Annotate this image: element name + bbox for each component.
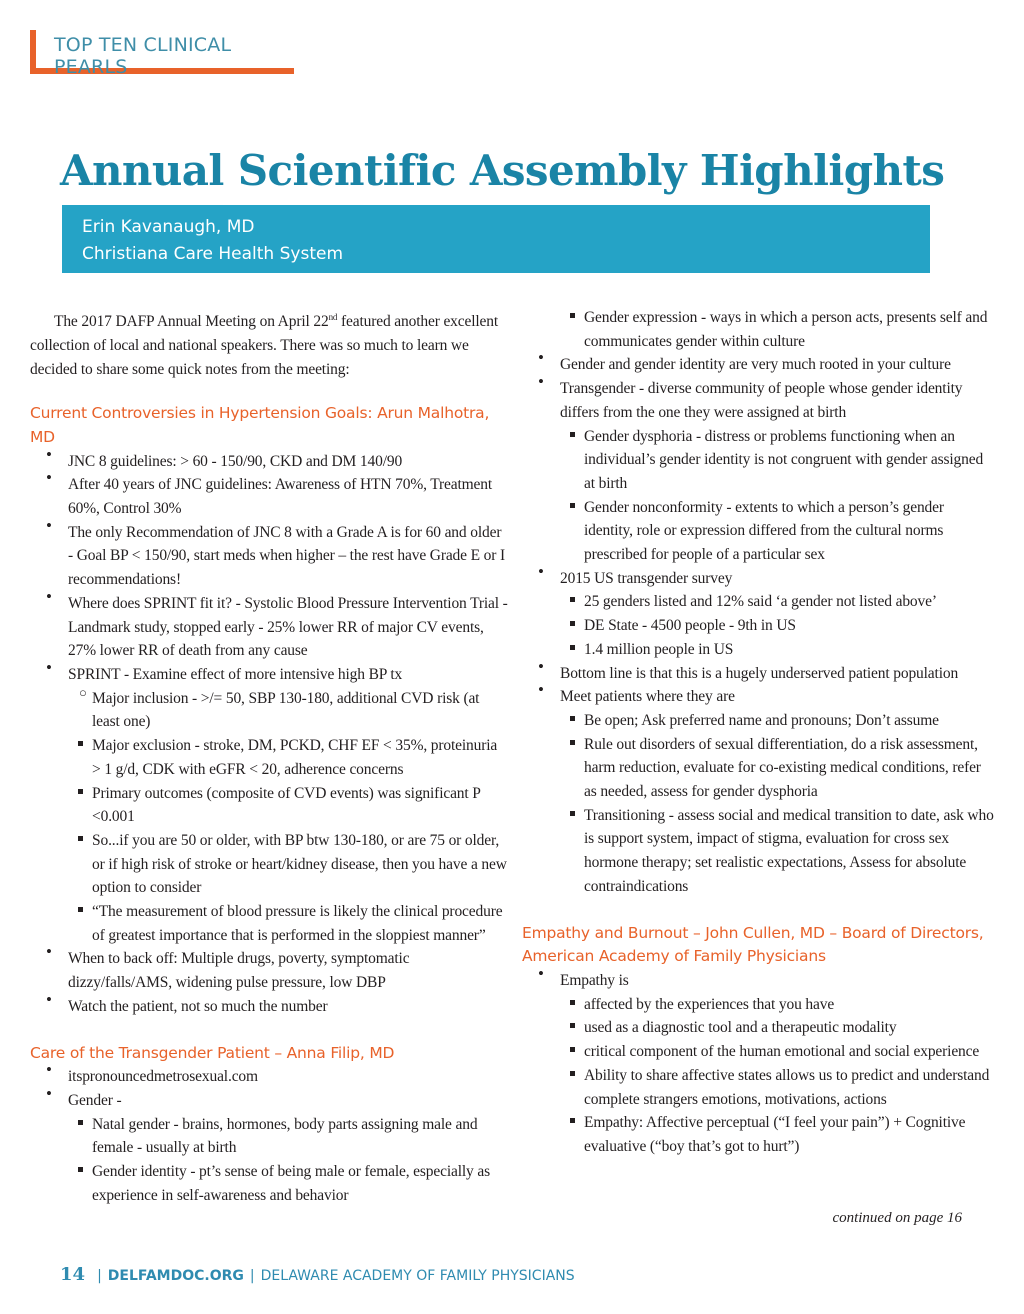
section-tag bbox=[30, 30, 294, 78]
square-bullet-icon bbox=[570, 740, 575, 745]
sub-list-item: So...if you are 50 or older, with BP btw 130-180, or are 75 or older, or if high risk of stroke or heart/kidney disease, then you have a new option to consider bbox=[30, 829, 508, 900]
square-bullet-icon bbox=[78, 1120, 83, 1125]
author-organization: Christiana Care Health System bbox=[82, 244, 344, 264]
circle-bullet-icon: ○ bbox=[79, 684, 87, 700]
author-name: Erin Kavanaugh, MD bbox=[82, 217, 255, 237]
list-item: • Meet patients where they are bbox=[522, 685, 996, 709]
page-footer bbox=[60, 1264, 575, 1285]
hypertension-list bbox=[30, 450, 508, 1019]
sub-list-item: Gender dysphoria - distress or problems functioning when an individual’s gender identity is not congruent with gender assigned at birth bbox=[522, 425, 996, 496]
empathy-heading: Empathy and Burnout – John Cullen, MD – Board of Directors, American Academy of Family Physicians bbox=[522, 923, 984, 966]
square-bullet-icon bbox=[570, 1023, 575, 1028]
transgender-list-part1 bbox=[30, 1065, 508, 1207]
square-bullet-icon bbox=[570, 432, 575, 437]
sub-list-item: DE State - 4500 people - 9th in US bbox=[522, 614, 996, 638]
square-bullet-icon bbox=[570, 621, 575, 626]
list-item: • When to back off: Multiple drugs, poverty, symptomatic dizzy/falls/AMS, widening pulse pressure, low DBP bbox=[30, 947, 508, 994]
sub-list-item: used as a diagnostic tool and a therapeutic modality bbox=[522, 1016, 996, 1040]
list-item: • itspronouncedmetrosexual.com bbox=[30, 1065, 508, 1089]
square-bullet-icon bbox=[570, 1071, 575, 1076]
square-bullet-icon bbox=[78, 907, 83, 912]
author-band bbox=[62, 205, 930, 273]
list-item: • Gender and gender identity are very much rooted in your culture bbox=[522, 353, 996, 377]
footer-organization: DELAWARE ACADEMY OF FAMILY PHYSICIANS bbox=[260, 1268, 575, 1284]
continued-note: continued on page 16 bbox=[832, 1210, 962, 1226]
sub-list-item: 25 genders listed and 12% said ‘a gender not listed above’ bbox=[522, 590, 996, 614]
square-bullet-icon bbox=[570, 811, 575, 816]
sub-list-item: “The measurement of blood pressure is likely the clinical procedure of greatest importance that is performed in the sloppiest manner” bbox=[30, 900, 508, 947]
sub-list-item: 1.4 million people in US bbox=[522, 638, 996, 662]
transgender-list-part2 bbox=[522, 306, 996, 899]
article-title: Annual Scientific Assembly Highlights bbox=[60, 146, 945, 195]
sub-list-item: Transitioning - assess social and medical transition to date, ask who is support system, impact of stigma, evaluation for cross sex hormone therapy; set realistic expectations, Assess for absolute contraindications bbox=[522, 804, 996, 899]
sub-list-item: Empathy: Affective perceptual (“I feel your pain”) + Cognitive evaluative (“boy that’s got to hurt”) bbox=[522, 1111, 996, 1158]
left-column bbox=[30, 306, 508, 1207]
footer-site-link[interactable]: DELFAMDOC.ORG bbox=[107, 1268, 244, 1284]
sub-list-item: Gender nonconformity - extents to which a person’s gender identity, role or expression differed from the cultural norms prescribed for people of a particular sex bbox=[522, 496, 996, 567]
sub-list-item: ○ Major inclusion - >/= 50, SBP 130-180, additional CVD risk (at least one) bbox=[30, 687, 508, 734]
square-bullet-icon bbox=[570, 313, 575, 318]
footer-separator: | bbox=[97, 1268, 102, 1284]
square-bullet-icon bbox=[78, 836, 83, 841]
sub-list-item: Ability to share affective states allows us to predict and understand complete strangers emotions, motivations, actions bbox=[522, 1064, 996, 1111]
square-bullet-icon bbox=[78, 1167, 83, 1172]
square-bullet-icon bbox=[570, 1047, 575, 1052]
square-bullet-icon bbox=[78, 789, 83, 794]
list-item: • SPRINT - Examine effect of more intensive high BP tx bbox=[30, 663, 508, 687]
sub-list-item: affected by the experiences that you have bbox=[522, 993, 996, 1017]
list-item: • Where does SPRINT fit it? - Systolic Blood Pressure Intervention Trial - Landmark study, stopped early - 25% lower RR of major CV events, 27% lower RR of death from any cause bbox=[30, 592, 508, 663]
square-bullet-icon bbox=[78, 741, 83, 746]
list-item: • JNC 8 guidelines: > 60 - 150/90, CKD and DM 140/90 bbox=[30, 450, 508, 474]
list-item: • Gender - bbox=[30, 1089, 508, 1113]
square-bullet-icon bbox=[570, 597, 575, 602]
list-item: • Empathy is bbox=[522, 969, 996, 993]
list-item: • Transgender - diverse community of people whose gender identity differs from the one they were assigned at birth bbox=[522, 377, 996, 424]
square-bullet-icon bbox=[570, 1000, 575, 1005]
empathy-list bbox=[522, 969, 996, 1159]
transgender-heading: Care of the Transgender Patient – Anna Filip, MD bbox=[30, 1043, 395, 1062]
list-item: • 2015 US transgender survey bbox=[522, 567, 996, 591]
sub-list-item: Rule out disorders of sexual differentiation, do a risk assessment, harm reduction, evaluate for co-existing medical conditions, refer as needed, assess for gender dysphoria bbox=[522, 733, 996, 804]
square-bullet-icon bbox=[570, 716, 575, 721]
list-item: • The only Recommendation of JNC 8 with a Grade A is for 60 and older - Goal BP < 150/90, start meds when higher – the rest have Grade E or I recommendations! bbox=[30, 521, 508, 592]
sub-list-item: critical component of the human emotional and social experience bbox=[522, 1040, 996, 1064]
right-column bbox=[522, 306, 996, 1159]
page-number: 14 bbox=[60, 1264, 86, 1285]
square-bullet-icon bbox=[570, 503, 575, 508]
hypertension-heading: Current Controversies in Hypertension Goals: Arun Malhotra, MD bbox=[30, 404, 490, 446]
sub-list-item: Major exclusion - stroke, DM, PCKD, CHF EF < 35%, proteinuria > 1 g/d, CDK with eGFR < 20, adherence concerns bbox=[30, 734, 508, 781]
square-bullet-icon bbox=[570, 1118, 575, 1123]
list-item: • Watch the patient, not so much the number bbox=[30, 995, 508, 1019]
square-bullet-icon bbox=[570, 645, 575, 650]
intro-paragraph: The 2017 DAFP Annual Meeting on April 22nd featured another excellent collection of local and national speakers. There was so much to learn we decided to share some quick notes from the meeting: bbox=[30, 312, 499, 378]
sub-list-item: Gender expression - ways in which a person acts, presents self and communicates gender within culture bbox=[522, 306, 996, 353]
list-item: • Bottom line is that this is a hugely underserved patient population bbox=[522, 662, 996, 686]
sub-list-item: Natal gender - brains, hormones, body parts assigning male and female - usually at birth bbox=[30, 1113, 508, 1160]
footer-separator: | bbox=[249, 1268, 255, 1284]
list-item: • After 40 years of JNC guidelines: Awareness of HTN 70%, Treatment 60%, Control 30% bbox=[30, 473, 508, 520]
sub-list-item: Primary outcomes (composite of CVD events) was significant P <0.001 bbox=[30, 782, 508, 829]
sub-list-item: Gender identity - pt’s sense of being male or female, especially as experience in self-awareness and behavior bbox=[30, 1160, 508, 1207]
section-label: TOP TEN CLINICAL PEARLS bbox=[54, 34, 232, 78]
sub-list-item: Be open; Ask preferred name and pronouns; Don’t assume bbox=[522, 709, 996, 733]
